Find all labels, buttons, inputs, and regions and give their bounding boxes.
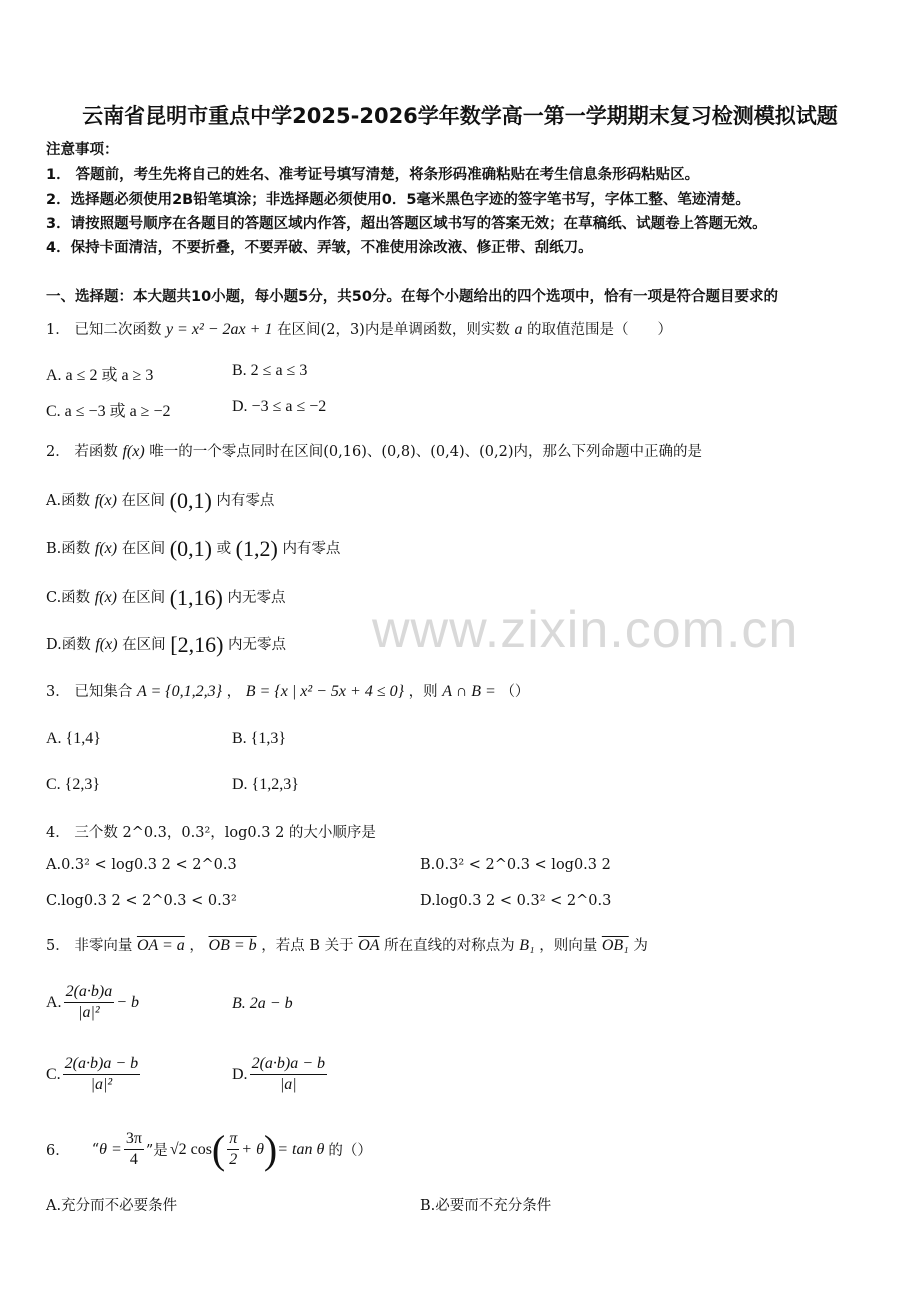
- q1-number: 1．: [46, 322, 70, 338]
- q5-a-tail: − b: [116, 993, 140, 1011]
- q6-open-quote: “: [91, 1141, 100, 1158]
- q2-a-fx: f(x): [94, 492, 117, 509]
- q5-d-denominator: |a|: [279, 1076, 297, 1093]
- q2-option-c: [46, 585, 285, 611]
- q3-post: ，则: [408, 684, 438, 700]
- q6-fraction-numerator: 3π: [124, 1129, 144, 1150]
- q1-option-a: A. a ≤ 2 或 a ≥ 3: [46, 367, 154, 384]
- q5-option-a: [46, 982, 139, 1023]
- q5-d-numerator: 2(a·b)a − b: [250, 1054, 327, 1075]
- watermark: www.zixin.com.cn: [372, 601, 799, 659]
- q6-number: 6．: [46, 1143, 70, 1159]
- q2-fx: f(x): [122, 443, 145, 460]
- q5-mid-3: ，则向量: [539, 938, 598, 954]
- section-heading: 一、选择题：本大题共10小题，每小题5分，共50分。在每个小题给出的四个选项中，恰有一项是符合题目要求的: [46, 289, 778, 305]
- q5-d-fraction: [250, 1054, 327, 1095]
- notice-heading: 注意事项：: [46, 142, 119, 158]
- q5-b1: B₁: [519, 937, 535, 954]
- q1-option-d: D. −3 ≤ a ≤ −2: [232, 398, 327, 415]
- q1-pre: 已知二次函数: [74, 322, 162, 338]
- q2-d-pre: D.函数: [46, 637, 91, 653]
- q5-d-label: D.: [232, 1065, 248, 1083]
- q3-option-d: D. {1,2,3}: [232, 776, 299, 793]
- notice-item-3: 3．请按照题号顺序在各题目的答题区域内作答，超出答题区域书写的答案无效；在草稿纸、试题卷上答题无效。: [46, 216, 767, 232]
- q6-plus-theta: + θ: [241, 1140, 264, 1158]
- q6-post: 的（）: [328, 1143, 372, 1159]
- q3-option-b: B. {1,3}: [232, 730, 287, 747]
- q2-b-interval-2: (1,2): [235, 536, 278, 561]
- q5-pre: 非零向量: [74, 938, 133, 954]
- q5-option-d: [232, 1054, 329, 1095]
- q3-paren: （）: [500, 684, 530, 700]
- notice-item-4: 4．保持卡面清洁，不要折叠，不要弄破、弄皱，不准使用涂改液、修正带、刮纸刀。: [46, 240, 593, 256]
- q2-d-interval: [2,16): [170, 632, 224, 657]
- q2-b-or: 或: [216, 541, 232, 557]
- q3-option-c: C. {2,3}: [46, 776, 101, 793]
- question-6: [46, 1126, 372, 1173]
- q1-function: y = x² − 2ax + 1: [165, 321, 273, 338]
- q6-inner-denominator: 2: [229, 1151, 238, 1168]
- q5-oa-2: $\overline{OA}$: [358, 937, 380, 954]
- q2-option-b: [46, 536, 340, 562]
- q5-option-b: B. 2a − b: [232, 995, 293, 1012]
- q6-option-a: A.充分而不必要条件: [46, 1198, 178, 1214]
- q6-left-paren: (: [211, 1127, 226, 1172]
- q3-expr: A ∩ B =: [442, 683, 496, 700]
- q2-d-mid: 在区间: [122, 637, 166, 653]
- q3-pre: 已知集合: [74, 684, 133, 700]
- q2-c-post: 内无零点: [227, 590, 286, 606]
- q6-sqrt-cos: √2 cos: [169, 1140, 212, 1158]
- q4-text: 三个数 2^0.3，0.3²，log0.3 2 的大小顺序是: [74, 825, 376, 841]
- q2-b-fx: f(x): [94, 540, 118, 557]
- notice-item-1: 1． 答题前，考生先将自己的姓名、准考证号填写清楚，将条形码准确粘贴在考生信息条形码粘贴区。: [46, 167, 700, 183]
- q6-equals-tan: = tan θ: [277, 1140, 325, 1158]
- q2-b-post: 内有零点: [282, 541, 341, 557]
- q1-post: 的取值范围是（ ）: [527, 322, 673, 338]
- q6-fraction-denominator: 4: [129, 1151, 138, 1168]
- question-4: [46, 821, 376, 842]
- q2-c-pre: C.函数: [46, 590, 91, 606]
- q1-var: a: [514, 321, 523, 338]
- q5-ob1: OB₁: [601, 937, 629, 954]
- q4-option-c: C.log0.3 2 < 2^0.3 < 0.3²: [46, 893, 237, 909]
- q4-option-b: B.0.3² < 2^0.3 < log0.3 2: [420, 857, 611, 873]
- q3-set-b: B = {x | x² − 5x + 4 ≤ 0}: [245, 683, 404, 700]
- q3-option-a: A. {1,4}: [46, 730, 101, 747]
- notice-item-2: 2．选择题必须使用2B铅笔填涂；非选择题必须使用0．5毫米黑色字迹的签字笔书写，字体工整、笔迹清楚。: [46, 192, 750, 208]
- q2-pre: 若函数: [74, 444, 118, 460]
- q2-number: 2．: [46, 444, 70, 460]
- q5-post: 为: [633, 938, 648, 954]
- q2-d-post: 内无零点: [228, 637, 287, 653]
- q6-theta: θ =: [99, 1140, 122, 1158]
- q2-text: 唯一的一个零点同时在区间(0,16)、(0,8)、(0,4)、(0,2)内，那么下列命题中正确的是: [149, 444, 702, 460]
- q6-right-paren: ): [263, 1127, 278, 1172]
- q5-number: 5．: [46, 938, 70, 954]
- q6-close-quote: ”是: [145, 1143, 168, 1159]
- q3-comma: ，: [226, 684, 242, 700]
- q6-inner-fraction: [227, 1129, 239, 1170]
- q2-b-interval: (0,1): [169, 536, 212, 561]
- q2-a-interval: (0,1): [169, 488, 212, 513]
- q5-a-denominator: |a|²: [78, 1004, 100, 1021]
- question-3: [46, 680, 529, 701]
- q4-option-a: A.0.3² < log0.3 2 < 2^0.3: [46, 857, 237, 873]
- question-2: [46, 440, 702, 461]
- q4-option-d: D.log0.3 2 < 0.3² < 2^0.3: [420, 893, 612, 909]
- q5-a-label: A.: [46, 993, 62, 1011]
- q5-oa: OA = a: [136, 937, 185, 954]
- q1-mid: 在区间(2，3)内是单调函数，则实数: [277, 322, 510, 338]
- q2-option-a: [46, 488, 274, 514]
- q1-option-c: C. a ≤ −3 或 a ≥ −2: [46, 403, 171, 420]
- exam-title: 云南省昆明市重点中学2025-2026学年数学高一第一学期期末复习检测模拟试题: [82, 104, 838, 128]
- q2-b-pre: B.函数: [46, 541, 91, 557]
- q5-c-numerator: 2(a·b)a − b: [63, 1054, 140, 1075]
- q5-a-numerator: 2(a·b)a: [64, 982, 115, 1003]
- q6-inner-numerator: π: [227, 1129, 239, 1150]
- question-1: [46, 318, 672, 339]
- q5-c-denominator: |a|²: [90, 1076, 113, 1093]
- q6-fraction: [124, 1129, 144, 1170]
- q3-set-a: A = {0,1,2,3}: [136, 683, 223, 700]
- q5-mid-2: 所在直线的对称点为: [384, 938, 515, 954]
- q2-c-fx: f(x): [94, 589, 117, 606]
- q4-number: 4．: [46, 825, 70, 841]
- q2-a-mid: 在区间: [121, 493, 166, 509]
- q5-comma: ，: [189, 938, 204, 954]
- q2-c-interval: (1,16): [169, 585, 223, 610]
- q2-b-mid: 在区间: [121, 541, 166, 557]
- q2-option-d: [46, 632, 286, 658]
- q1-option-b: B. 2 ≤ a ≤ 3: [232, 362, 308, 379]
- q2-a-pre: A.函数: [46, 493, 91, 509]
- q3-number: 3．: [46, 684, 70, 700]
- question-5: [46, 934, 648, 955]
- q5-option-c: [46, 1054, 142, 1095]
- q6-option-b: B.必要而不充分条件: [420, 1198, 552, 1214]
- q5-ob: OB = b: [208, 937, 257, 954]
- q5-a-fraction: [64, 982, 115, 1023]
- q5-c-label: C.: [46, 1065, 61, 1083]
- q2-a-post: 内有零点: [216, 493, 275, 509]
- q2-d-fx: f(x): [95, 636, 118, 653]
- q2-c-mid: 在区间: [121, 590, 166, 606]
- q5-mid: ，若点 B 关于: [261, 938, 354, 954]
- q5-c-fraction: [63, 1054, 140, 1095]
